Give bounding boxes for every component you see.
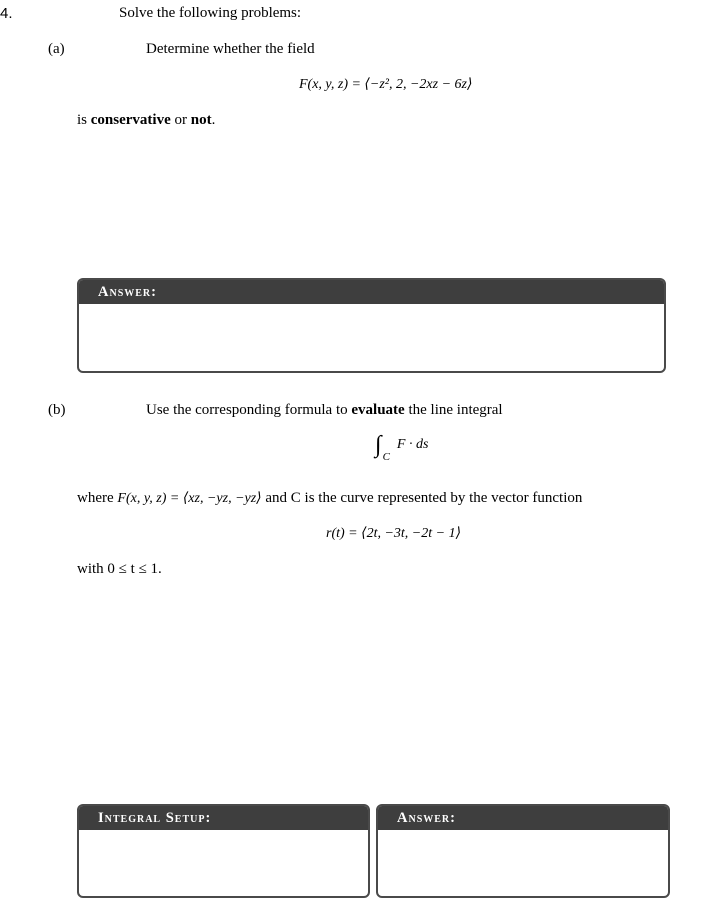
part-b-answer-field[interactable] [378, 830, 668, 898]
part-b-prompt: Use the corresponding formula to evaluate the line integral [146, 402, 503, 418]
integral-setup-field[interactable] [79, 830, 368, 898]
integral-setup-box-title: Integral Setup: [79, 806, 368, 830]
part-a-label: (a) [48, 41, 65, 57]
part-b-answer-box [376, 804, 670, 898]
integrand: F · ds [396, 437, 429, 452]
problem-intro: Solve the following problems: [119, 5, 302, 21]
parameter-range: with 0 ≤ t ≤ 1. [77, 561, 162, 577]
integral-sign: ∫ [375, 432, 382, 458]
part-a-field-equation: F(x, y, z) = ⟨−z², 2, −2xz − 6z⟩ [299, 77, 473, 92]
part-a-prompt: Determine whether the field [146, 41, 315, 57]
problem-number: 4. [0, 5, 13, 22]
curve-equation: r(t) = ⟨2t, −3t, −2t − 1⟩ [326, 526, 462, 541]
integral-setup-box [77, 804, 370, 898]
integral-subscript: C [382, 451, 390, 463]
part-a-answer-box-title: Answer: [79, 280, 664, 304]
part-a-answer-box [77, 278, 666, 373]
part-a-answer-field[interactable] [79, 304, 664, 373]
part-b-label: (b) [48, 402, 66, 418]
line-integral [375, 432, 429, 463]
part-b-answer-box-title: Answer: [378, 806, 668, 830]
part-b-where-line: where F(x, y, z) = ⟨xz, −yz, −yz⟩ and C is the curve represented by the vector function [77, 490, 583, 506]
part-a-conclusion: is conservative or not. [77, 112, 216, 128]
